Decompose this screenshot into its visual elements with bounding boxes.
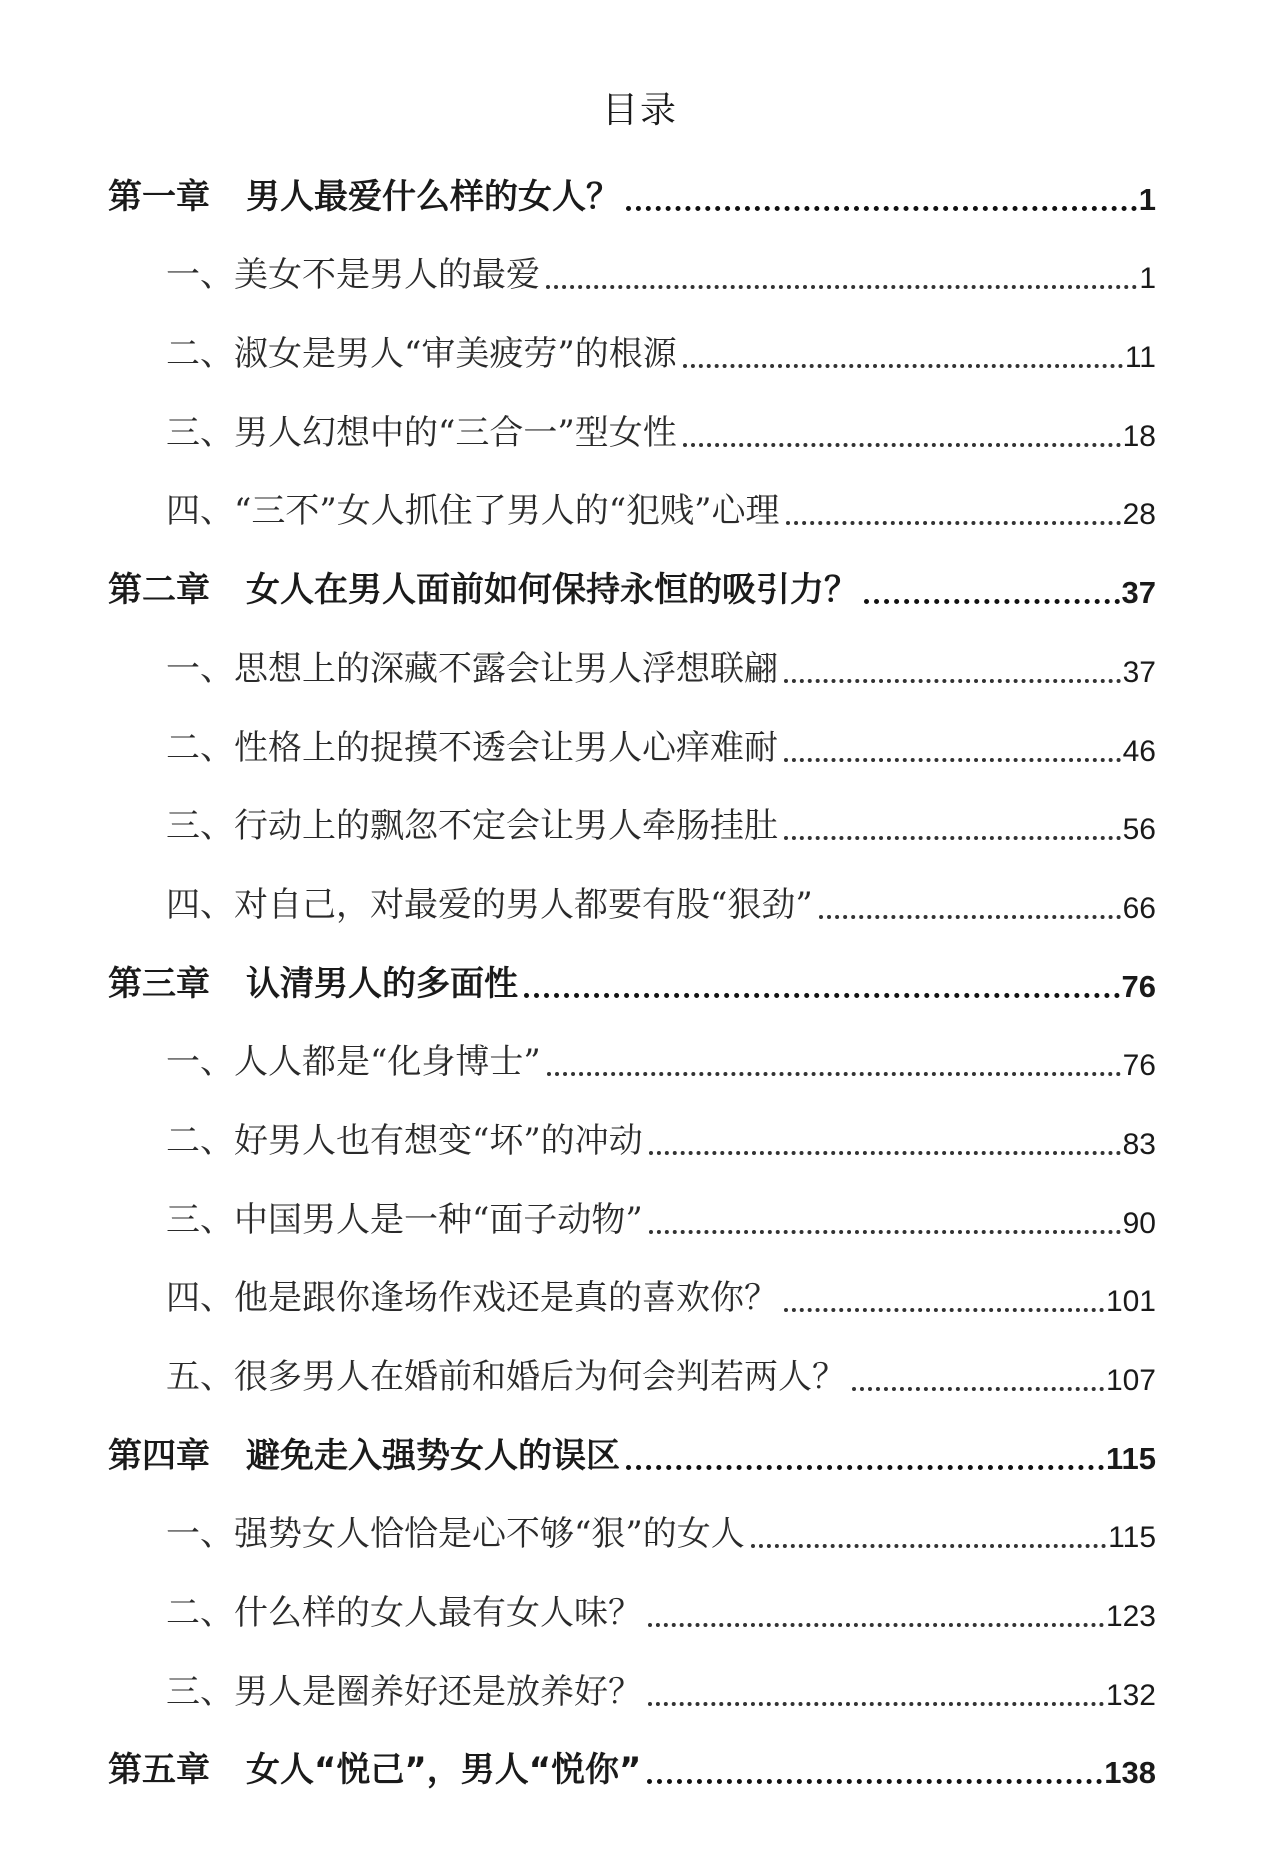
dot-leader [626,1465,1104,1470]
dot-leader [649,1151,1121,1155]
entry-title [166,247,546,296]
entry-text: 一、强势女人恰恰是心不够“狠”的女人 [166,1514,745,1555]
entry-title [108,562,864,611]
toc-section-entry[interactable] [108,627,1156,706]
toc-list [108,155,1156,1807]
entry-title [166,1034,547,1083]
entry-title [166,1349,852,1398]
entry-text: 二、什么样的女人最有女人味？ [166,1593,642,1634]
entry-text: 女人在男人面前如何保持永恒的吸引力？ [246,570,858,611]
page-number: 37 [1122,655,1156,689]
chapter-number: 第三章 [108,963,210,1004]
page-number: 56 [1122,813,1156,847]
entry-text: 四、“三不”女人抓住了男人的“犯贱”心理 [166,491,780,532]
entry-text: 一、思想上的深藏不露会让男人浮想联翩 [166,648,778,689]
toc-section-entry[interactable] [108,312,1156,391]
entry-title [108,1742,647,1791]
dot-leader [786,521,1121,525]
dot-leader [751,1544,1106,1548]
entry-title [166,798,784,847]
page-number: 123 [1105,1600,1156,1634]
toc-title: 目录 [601,90,678,131]
toc-section-entry[interactable] [108,1650,1156,1729]
entry-title [108,169,626,218]
toc-chapter-entry[interactable] [108,155,1156,234]
page-number: 138 [1104,1755,1156,1791]
entry-text: 二、性格上的捉摸不透会让男人心痒难耐 [166,727,778,768]
page-number: 18 [1122,419,1156,453]
toc-chapter-entry[interactable] [108,1729,1156,1808]
chapter-number: 第四章 [108,1435,210,1476]
dot-leader [784,836,1121,840]
dot-leader [683,364,1123,368]
entry-text: 二、淑女是男人“审美疲劳”的根源 [166,334,677,375]
dot-leader [683,443,1121,447]
page-number: 76 [1121,968,1156,1004]
dot-leader [546,285,1137,289]
entry-title [166,1506,751,1555]
entry-title [166,641,784,690]
toc-section-entry[interactable] [108,391,1156,470]
page-number: 66 [1122,891,1156,925]
page-number: 37 [1121,575,1156,611]
page-number: 83 [1122,1127,1156,1161]
entry-text: 一、美女不是男人的最爱 [166,255,540,296]
chapter-number: 第五章 [108,1750,210,1791]
dot-leader [819,915,1121,919]
entry-title [166,405,683,454]
page-number: 115 [1108,1521,1156,1555]
page-number: 46 [1122,734,1156,768]
page-number: 132 [1105,1678,1156,1712]
page-number: 115 [1105,1440,1156,1476]
dot-leader [647,1779,1102,1784]
dot-leader [852,1387,1104,1391]
dot-leader [547,1072,1121,1076]
page-number: 1 [1139,262,1156,296]
toc-section-entry[interactable] [108,1335,1156,1414]
entry-title [108,1428,626,1477]
entry-title [166,1664,648,1713]
entry-title [166,1113,649,1162]
entry-text: 女人“悦己”，男人“悦你” [246,1750,642,1791]
page-number: 107 [1105,1364,1156,1397]
chapter-number: 第二章 [108,570,210,611]
toc-section-entry[interactable] [108,863,1156,942]
page-number: 76 [1122,1049,1156,1083]
toc-section-entry[interactable] [108,1257,1156,1336]
toc-section-entry[interactable] [108,706,1156,785]
entry-title [166,1270,784,1319]
toc-chapter-entry[interactable] [108,942,1156,1021]
entry-title [166,326,683,375]
dot-leader [784,679,1121,683]
toc-section-entry[interactable] [108,1099,1156,1178]
toc-section-entry[interactable] [108,1571,1156,1650]
dot-leader [864,599,1120,604]
entry-title [166,483,786,532]
dot-leader [648,1702,1104,1706]
chapter-number: 第一章 [108,176,210,217]
page-number: 101 [1105,1285,1156,1319]
page-number: 1 [1138,181,1156,217]
entry-title [166,877,819,926]
toc-chapter-entry[interactable] [108,548,1156,627]
toc-section-entry[interactable] [108,1493,1156,1572]
toc-section-entry[interactable] [108,470,1156,549]
entry-text: 认清男人的多面性 [246,963,518,1004]
dot-leader [784,1308,1104,1312]
toc-section-entry[interactable] [108,1021,1156,1100]
entry-text: 二、好男人也有想变“坏”的冲动 [166,1120,643,1161]
entry-text: 三、男人是圈养好还是放养好？ [166,1671,642,1712]
entry-text: 男人最爱什么样的女人？ [246,176,620,217]
page-number: 11 [1124,341,1156,375]
entry-text: 三、行动上的飘忽不定会让男人牵肠挂肚 [166,806,778,847]
page-number: 28 [1122,498,1156,532]
toc-chapter-entry[interactable] [108,1414,1156,1493]
entry-text: 四、他是跟你逢场作戏还是真的喜欢你？ [166,1278,778,1319]
entry-text: 三、中国男人是一种“面子动物” [166,1199,643,1240]
page-number: 90 [1122,1206,1156,1240]
toc-section-entry[interactable] [108,1178,1156,1257]
entry-text: 五、很多男人在婚前和婚后为何会判若两人？ [166,1357,846,1397]
entry-title [166,1585,648,1634]
entry-text: 一、人人都是“化身博士” [166,1042,541,1083]
entry-title [166,720,784,769]
dot-leader [784,758,1121,762]
entry-title [108,956,524,1005]
entry-text: 四、对自己，对最爱的男人都要有股“狠劲” [166,884,813,925]
entry-text: 避免走入强势女人的误区 [246,1435,620,1476]
entry-title [166,1192,649,1241]
dot-leader [524,993,1120,998]
dot-leader [648,1623,1104,1627]
toc-section-entry[interactable] [108,234,1156,313]
dot-leader [649,1230,1121,1234]
dot-leader [626,206,1137,211]
entry-text: 三、男人幻想中的“三合一”型女性 [166,412,677,453]
toc-section-entry[interactable] [108,785,1156,864]
